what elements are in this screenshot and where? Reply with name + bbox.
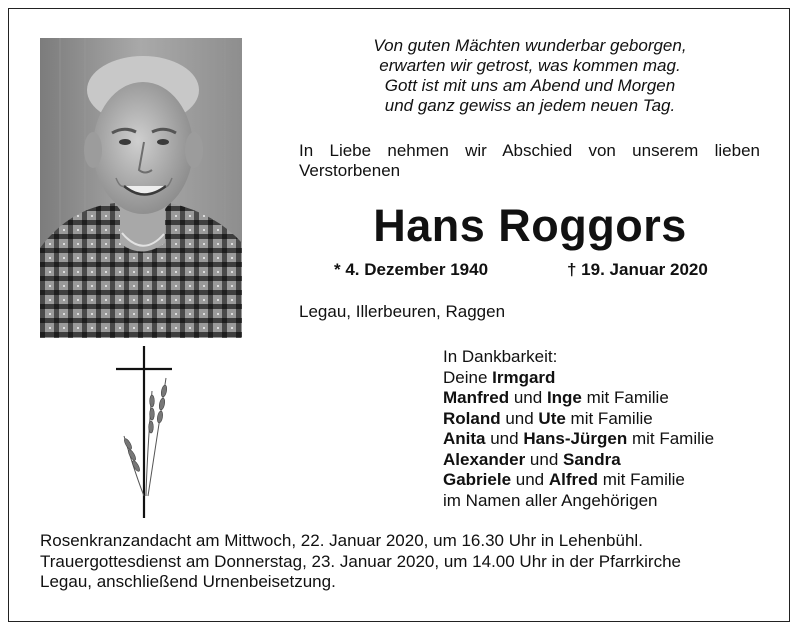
- portrait-illustration: [40, 38, 242, 338]
- list-item-name: Roland: [443, 408, 501, 428]
- funeral-info-line-1: Trauergottesdienst am Donnerstag, 23. Januar 2020, um 14.00 Uhr in der Pfarrkirche: [40, 551, 681, 571]
- list-item: [443, 368, 714, 389]
- list-item-name: Alfred: [548, 470, 598, 489]
- list-item-suffix: mit Familie: [565, 408, 653, 428]
- home-places: Legau, Illerbeuren, Raggen: [299, 302, 506, 321]
- list-item-name: Anita: [443, 429, 486, 448]
- service-info: [40, 531, 762, 593]
- poem: [300, 36, 760, 116]
- list-item: [443, 429, 714, 450]
- cross-icon: [110, 346, 180, 518]
- intro-line-2: Verstorbenen: [299, 161, 401, 180]
- portrait-photo: [40, 38, 242, 338]
- poem-line: erwarten wir getrost, was kommen mag.: [379, 56, 681, 75]
- funeral-info-line-2: Legau, anschließend Urnenbeisetzung.: [40, 572, 336, 591]
- list-item: [443, 450, 714, 471]
- list-item: [443, 470, 714, 491]
- list-item-name: Gabriele: [443, 470, 512, 489]
- list-item-join: und: [500, 408, 539, 428]
- list-item-suffix: mit Familie: [597, 470, 685, 489]
- deceased-name: Hans Roggors: [373, 200, 687, 251]
- list-item-join: und: [509, 388, 547, 407]
- wheat-icon: [123, 378, 168, 496]
- list-item-join: und: [525, 449, 564, 469]
- list-item-name: Alexander: [443, 449, 526, 469]
- poem-line: Von guten Mächten wunderbar geborgen,: [373, 36, 687, 55]
- list-item-name: Ute: [538, 408, 566, 428]
- list-item-prefix: Deine: [443, 367, 493, 387]
- poem-line: und ganz gewiss an jedem neuen Tag.: [384, 96, 676, 115]
- death-date: † 19. Januar 2020: [567, 260, 708, 279]
- poem-line: Gott ist mit uns am Abend und Morgen: [384, 76, 676, 95]
- list-item-name: Manfred: [443, 388, 510, 407]
- birth-date: * 4. Dezember 1940: [334, 260, 489, 279]
- list-item-name: Sandra: [563, 449, 621, 469]
- list-item-join: und: [511, 470, 549, 489]
- list-item-suffix: mit Familie: [627, 429, 715, 448]
- list-item-suffix: mit Familie: [581, 388, 669, 407]
- list-item-join: und: [485, 429, 524, 448]
- intro-line-1: In Liebe nehmen wir Abschied von unserem lieben: [299, 141, 760, 160]
- rosary-info: Rosenkranzandacht am Mittwoch, 22. Januar 2020, um 16.30 Uhr in Lehenbühl.: [40, 531, 643, 550]
- thanks-closing: im Namen aller Angehörigen: [443, 490, 658, 510]
- list-item: [443, 409, 714, 430]
- list-item-name: Inge: [546, 388, 582, 407]
- thanks-heading: In Dankbarkeit:: [443, 347, 558, 366]
- list-item-name: Irmgard: [492, 367, 556, 387]
- intro-text: [299, 141, 760, 181]
- family-list: [443, 347, 714, 511]
- list-item: [443, 388, 714, 409]
- list-item-name: Hans-Jürgen: [523, 429, 628, 448]
